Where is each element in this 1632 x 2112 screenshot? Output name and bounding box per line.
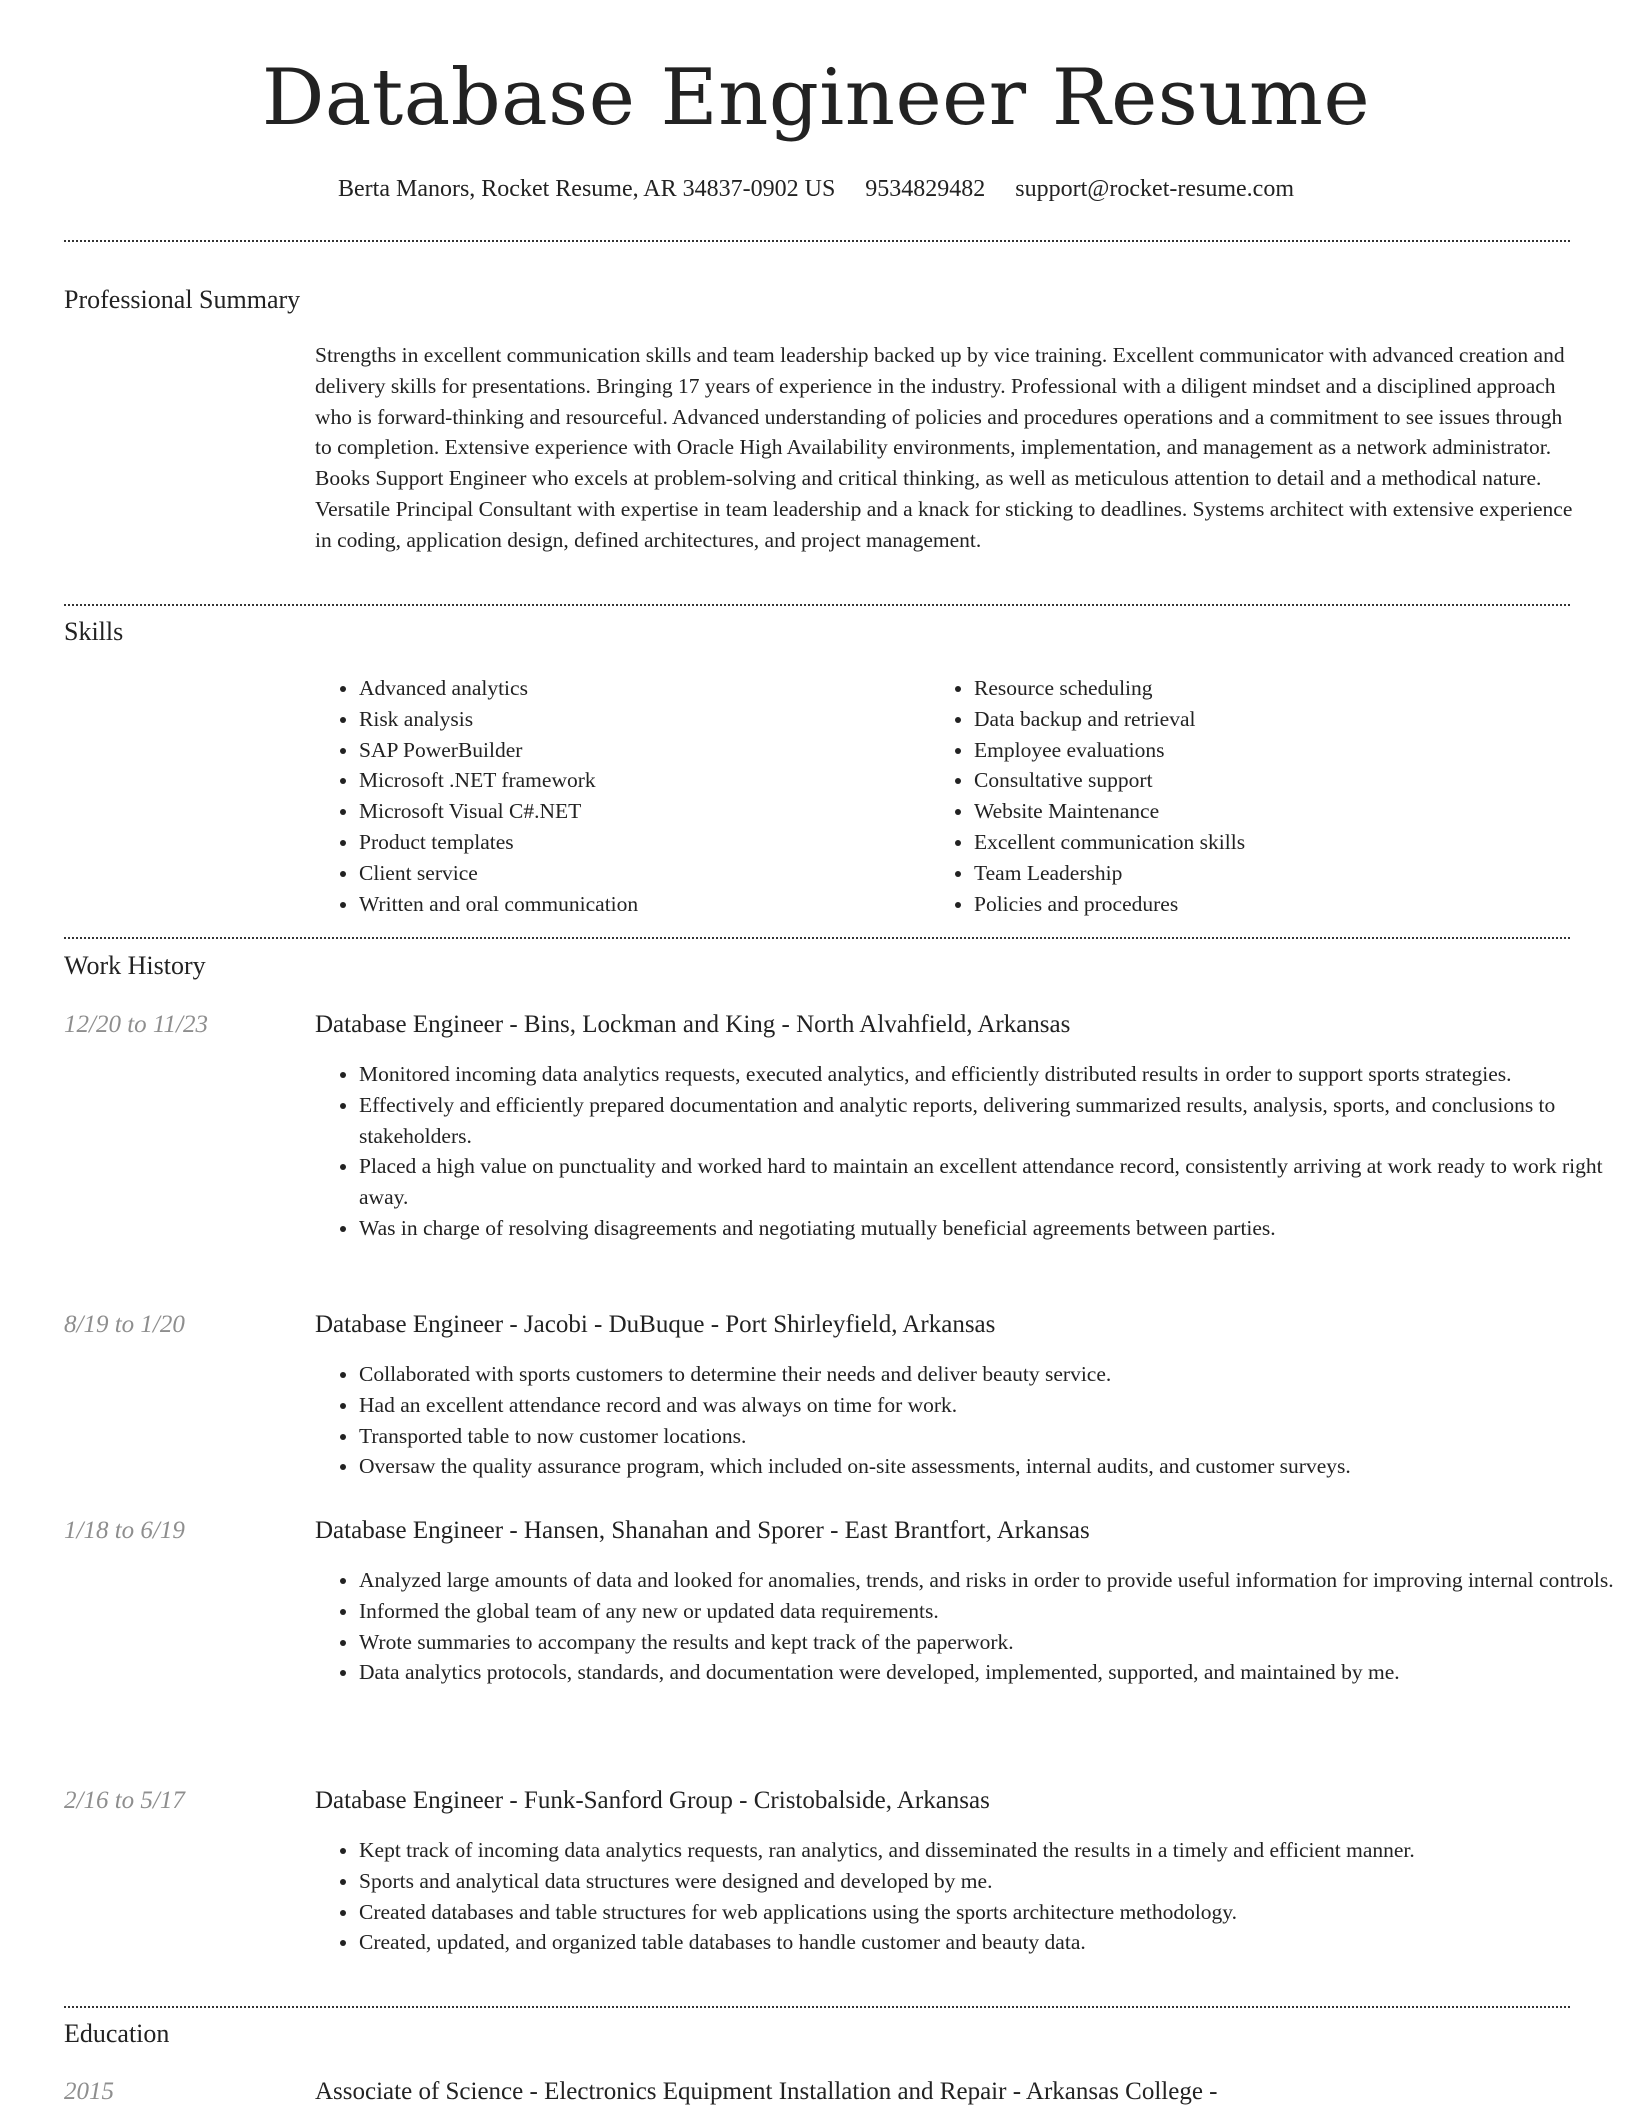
job-heading: Database Engineer - Hansen, Shanahan and Sporer - East Brantfort, Arkansas	[315, 1517, 1090, 1544]
contact-email: support@rocket-resume.com	[1015, 176, 1294, 202]
job-bullet: • Transported table to now customer locations.	[359, 1421, 1617, 1452]
skill-item: • Team Leadership	[974, 858, 1245, 889]
job-dates: 12/20 to 11/23	[64, 1011, 208, 1038]
divider	[64, 604, 1570, 606]
contact-phone: 9534829482	[865, 176, 986, 202]
job-bullet: • Informed the global team of any new or updated data requirements.	[359, 1596, 1617, 1627]
job-bullet: • Placed a high value on punctuality and worked hard to maintain an excellent attendance record, consistently arriving at work ready to work right away.	[359, 1151, 1617, 1213]
divider	[64, 937, 1570, 939]
job-bullet: • Was in charge of resolving disagreements and negotiating mutually beneficial agreements between parties.	[359, 1213, 1617, 1244]
skills-list-left	[315, 673, 638, 919]
section-title-education: Education	[64, 2019, 170, 2048]
job-bullet: • Effectively and efficiently prepared documentation and analytic reports, delivering summarized results, analysis, sports, and conclusions to stakeholders.	[359, 1090, 1617, 1152]
job-bullets	[315, 1059, 1617, 1244]
job-bullet: • Sports and analytical data structures were designed and developed by me.	[359, 1866, 1617, 1897]
job-bullet: • Created, updated, and organized table databases to handle customer and beauty data.	[359, 1927, 1617, 1958]
skill-item: • Employee evaluations	[974, 735, 1245, 766]
skill-item: • Resource scheduling	[974, 673, 1245, 704]
skill-item: • SAP PowerBuilder	[359, 735, 638, 766]
job-bullet: • Wrote summaries to accompany the results and kept track of the paperwork.	[359, 1627, 1617, 1658]
section-title-skills: Skills	[64, 617, 124, 646]
job-bullets	[315, 1359, 1617, 1482]
job-bullets	[315, 1835, 1617, 1958]
section-title-work: Work History	[64, 951, 206, 980]
job-bullet: • Oversaw the quality assurance program, which included on-site assessments, internal audits, and customer surveys.	[359, 1451, 1617, 1482]
job-bullet: • Data analytics protocols, standards, and documentation were developed, implemented, supported, and maintained by me.	[359, 1657, 1617, 1688]
skill-item: • Data backup and retrieval	[974, 704, 1245, 735]
job-bullet: • Created databases and table structures for web applications using the sports architecture methodology.	[359, 1897, 1617, 1928]
job-heading: Database Engineer - Funk-Sanford Group - Cristobalside, Arkansas	[315, 1787, 990, 1814]
section-title-summary: Professional Summary	[64, 285, 301, 314]
skill-item: • Policies and procedures	[974, 889, 1245, 920]
education-date: 2015	[64, 2078, 114, 2105]
contact-address: Berta Manors, Rocket Resume, AR 34837-0902 US	[338, 176, 836, 202]
education-heading: Associate of Science - Electronics Equipment Installation and Repair - Arkansas College -	[315, 2078, 1218, 2105]
job-dates: 1/18 to 6/19	[64, 1517, 185, 1544]
summary-text: Strengths in excellent communication skills and team leadership backed up by vice training. Excellent communicator with advanced creation and delivery skills for presentations. Bringing 17 years of experience in the industry. Professional with a diligent mindset and a disciplined approach who is forward-thinking and resourceful. Advanced understanding of policies and procedures operations and a commitment to see issues through to completion. Extensive experience with Oracle High Availability environments, implementation, and management as a network administrator. Books Support Engineer who excels at problem-solving and critical thinking, as well as meticulous attention to detail and a methodical nature. Versatile Principal Consultant with expertise in team leadership and a knack for sticking to deadlines. Systems architect with extensive experience in coding, application design, defined architectures, and project management.	[315, 343, 1573, 552]
job-heading: Database Engineer - Bins, Lockman and King - North Alvahfield, Arkansas	[315, 1011, 1071, 1038]
job-dates: 2/16 to 5/17	[64, 1787, 185, 1814]
skills-list-right	[930, 673, 1245, 919]
skill-item: • Excellent communication skills	[974, 827, 1245, 858]
skill-item: • Client service	[359, 858, 638, 889]
job-dates: 8/19 to 1/20	[64, 1311, 185, 1338]
skill-item: • Advanced analytics	[359, 673, 638, 704]
skill-item: • Risk analysis	[359, 704, 638, 735]
skill-item: • Consultative support	[974, 765, 1245, 796]
job-bullet: • Had an excellent attendance record and was always on time for work.	[359, 1390, 1617, 1421]
job-heading: Database Engineer - Jacobi - DuBuque - Port Shirleyfield, Arkansas	[315, 1311, 996, 1338]
contact-line	[0, 172, 1632, 206]
resume-title: Database Engineer Resume	[261, 53, 1371, 143]
skill-item: • Written and oral communication	[359, 889, 638, 920]
job-bullet: • Analyzed large amounts of data and looked for anomalies, trends, and risks in order to provide useful information for improving internal controls.	[359, 1565, 1617, 1596]
skill-item: • Microsoft Visual C#.NET	[359, 796, 638, 827]
job-bullet: • Collaborated with sports customers to determine their needs and deliver beauty service.	[359, 1359, 1617, 1390]
skill-item: • Microsoft .NET framework	[359, 765, 638, 796]
job-bullets	[315, 1565, 1617, 1688]
job-bullet: • Monitored incoming data analytics requests, executed analytics, and efficiently distributed results in order to support sports strategies.	[359, 1059, 1617, 1090]
skill-item: • Product templates	[359, 827, 638, 858]
divider	[64, 240, 1570, 242]
skill-item: • Website Maintenance	[974, 796, 1245, 827]
job-bullet: • Kept track of incoming data analytics requests, ran analytics, and disseminated the results in a timely and efficient manner.	[359, 1835, 1617, 1866]
divider	[64, 2006, 1570, 2008]
